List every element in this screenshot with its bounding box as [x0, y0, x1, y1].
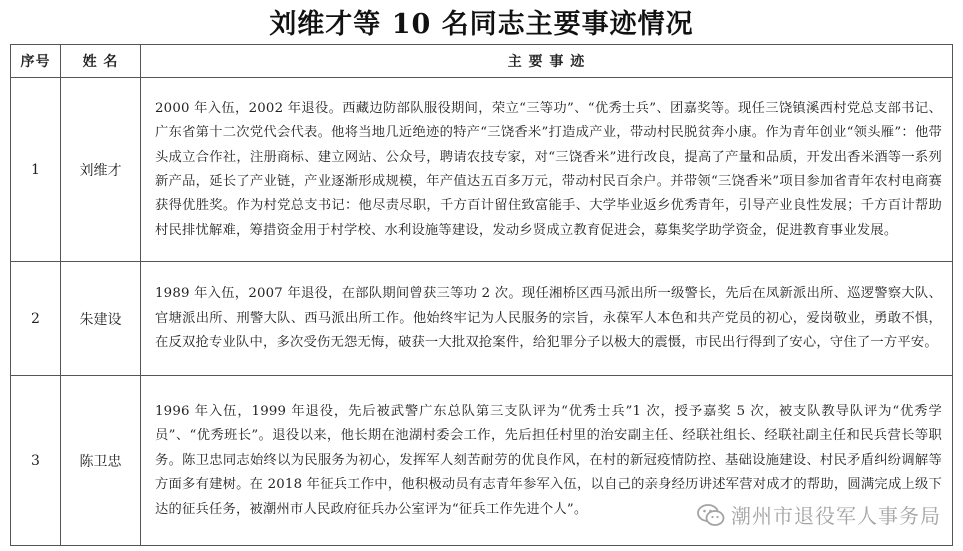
row-deeds: 2000 年入伍，2002 年退役。西藏边防部队服役期间，荣立“三等功”、“优秀士兵”、团嘉奖等。现任三饶镇溪西村党总支部书记、广东省第十二次党代会代表。他将当地几近绝迹的特产“三饶香米”打造成产业，带动村民脱贫奔小康。作为青年创业“领头雁”：他带头成立合作社，注册商标、建立网站、公众号，聘请农技专家，对“三饶香米”进行改良，提高了产量和品质，开发出香米酒等一系列新产品，延长了产业链，产业逐渐形成规模，年产值达五百多万元，带动村民百余户。并带领“三饶香米”项目参加省青年农村电商赛获得优胜奖。作为村党总支书记：他尽责尽职，千方百计留住致富能手、大学毕业返乡优秀青年，引导产业良性发展；千方百计帮助村民排忧解难，筹措资金用于村学校、水利设施等建设，发动乡贤成立教育促进会，募集奖学助学资金，促进教育事业发展。 [141, 78, 953, 262]
row-name: 陈卫忠 [61, 376, 141, 546]
deeds-table [10, 44, 953, 546]
header-name: 姓 名 [61, 45, 141, 78]
watermark-text: 潮州市退役军人事务局 [731, 504, 941, 528]
table-row [11, 78, 953, 262]
row-num: 1 [11, 78, 61, 262]
page-title: 刘维才等 10 名同志主要事迹情况 [269, 9, 694, 40]
row-name: 刘维才 [61, 78, 141, 262]
row-deeds: 1996 年入伍，1999 年退役，先后被武警广东总队第三支队评为“优秀士兵”1 次，授予嘉奖 5 次，被支队教导队评为“优秀学员”、“优秀班长”。退役以来，他长期在池湖村委会工作，先后担任村里的治安副主任、经联社组长、经联社副主任和民兵营长等职务。陈卫忠同志始终以为民服务为初心，发挥军人刻苦耐劳的优良作风，在村的新冠疫情防控、基础设施建设、村民矛盾纠纷调解等方面多有建树。在 2018 年征兵工作中，他积极动员有志青年参军入伍，以自己的亲身经历讲述军营对成才的帮助，圆满完成上级下达的征兵任务，被潮州市人民政府征兵办公室评为“征兵工作先进个人”。 [141, 376, 953, 546]
row-num: 2 [11, 262, 61, 376]
wechat-icon [697, 503, 725, 527]
header-num: 序号 [11, 45, 61, 78]
table-row [11, 262, 953, 376]
row-name: 朱建设 [61, 262, 141, 376]
watermark [697, 500, 941, 529]
row-num: 3 [11, 376, 61, 546]
table-header-row [11, 45, 953, 78]
row-deeds: 1989 年入伍，2007 年退役，在部队期间曾获三等功 2 次。现任湘桥区西马派出所一级警长，先后在凤新派出所、巡逻警察大队、官塘派出所、刑警大队、西马派出所工作。他始终牢记为人民服务的宗旨，永葆军人本色和共产党员的初心，爱岗敬业，勇敢不惧，在反双抢专业队中，多次受伤无怨无悔，破获一大批双抢案件，给犯罪分子以极大的震慑，市民出行得到了安心，守住了一方平安。 [141, 262, 953, 376]
header-deeds: 主 要 事 迹 [141, 45, 953, 78]
